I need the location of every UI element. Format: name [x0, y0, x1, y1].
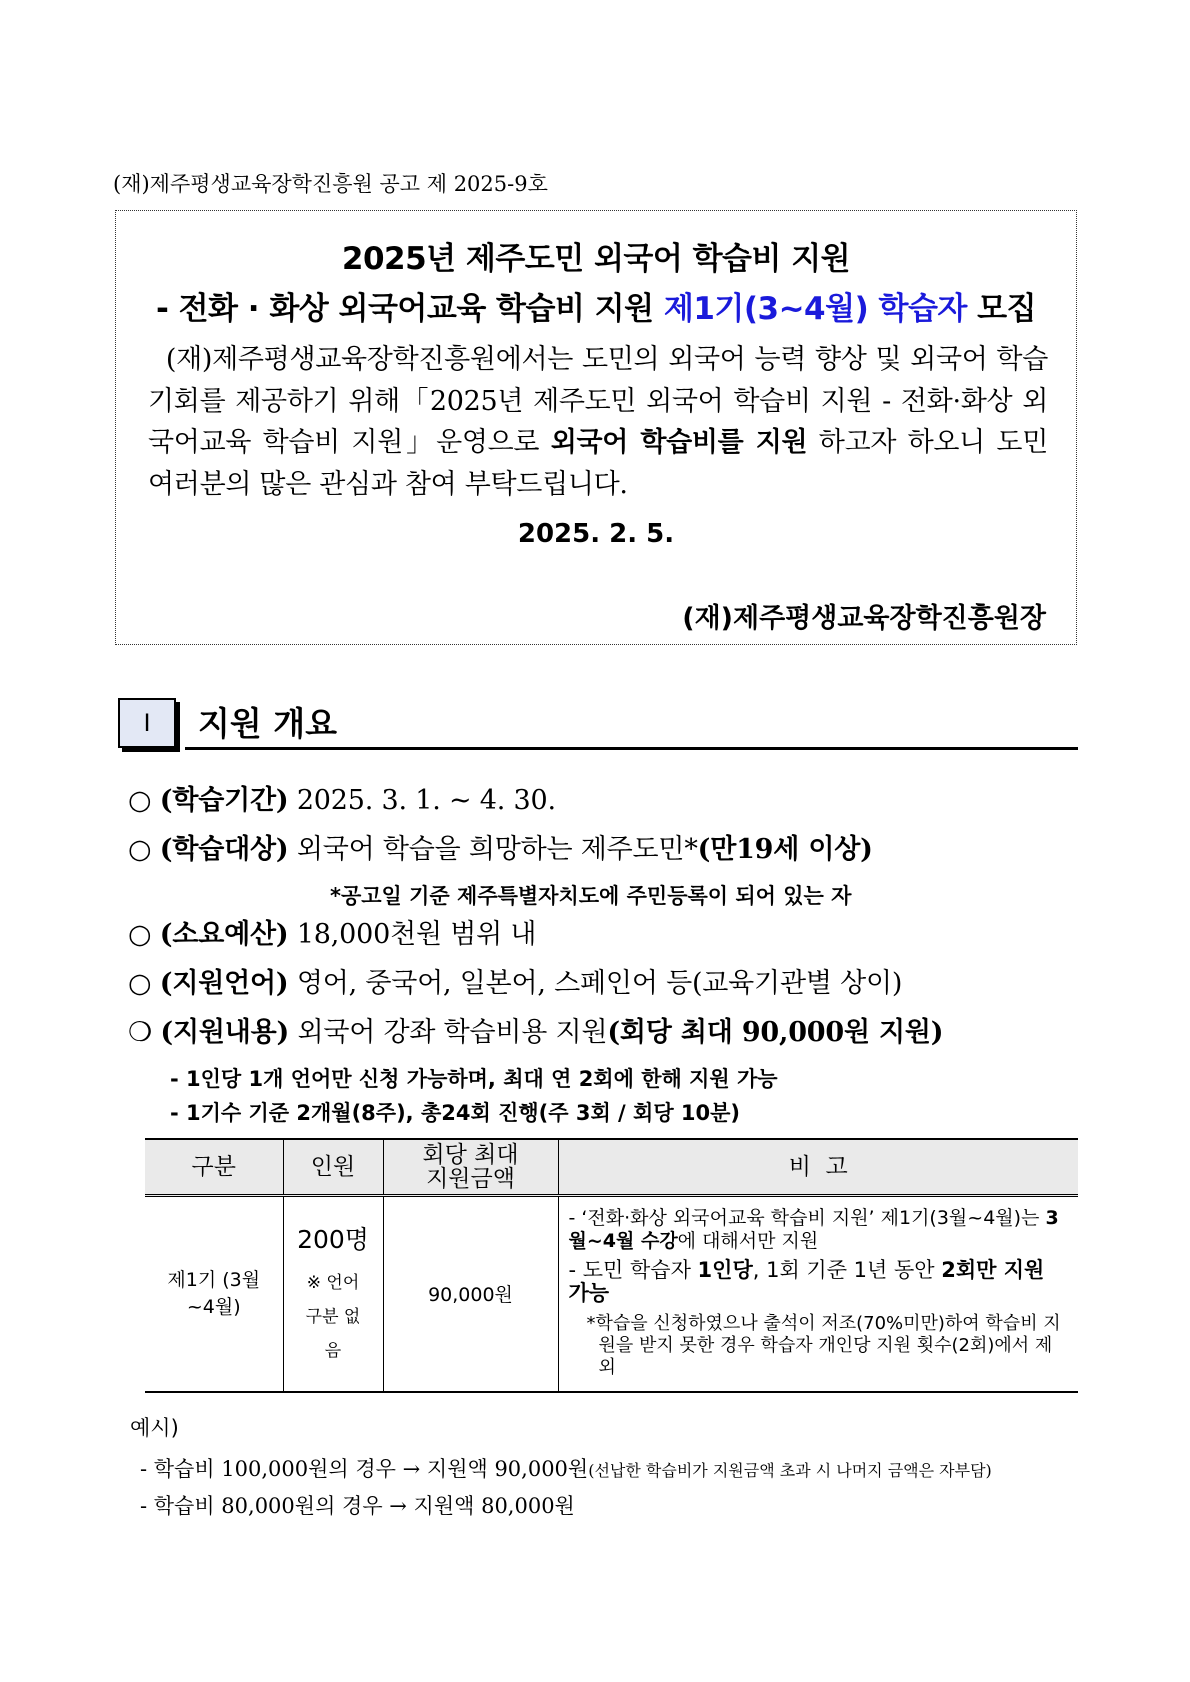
header-count: 인원 [283, 1139, 383, 1196]
remark-1 [569, 1207, 1069, 1253]
title-line-2 [116, 283, 1076, 328]
cell-count [283, 1196, 383, 1392]
remark-1-bold: 3월~4월 수강 [568, 1206, 1059, 1252]
bullet-icon: ○ [128, 785, 152, 816]
remark-2-mid: , 1회 기준 1년 동안 [752, 1257, 942, 1282]
cell-amount: 90,000원 [383, 1196, 558, 1392]
support-table [145, 1138, 1078, 1393]
remark-3: *학습을 신청하였으나 출석이 저조(70%미만)하여 학습비 지원을 받지 못한 경우 학습자 개인당 지원 횟수(2회)에서 제외 [586, 1312, 1061, 1378]
title-line-2-suffix: 모집 [966, 291, 1037, 327]
header-remarks: 비 고 [558, 1139, 1078, 1196]
count-value: 200명 [297, 1224, 369, 1254]
notice-box [115, 210, 1077, 645]
section-underline [185, 747, 1078, 750]
signature: (재)제주평생교육장학진흥원장 [682, 603, 1046, 634]
intro-bold: 외국어 학습비를 지원 [550, 427, 808, 458]
cell-term: 제1기 (3월~4월) [145, 1196, 283, 1392]
header-term: 구분 [145, 1139, 283, 1196]
item-target [128, 827, 873, 866]
notice-date: 2025. 2. 5. [517, 519, 675, 549]
cell-remarks [558, 1196, 1078, 1392]
bullet-icon: ○ [128, 919, 152, 950]
item-label: (지원언어) [159, 968, 289, 999]
remark-2 [569, 1259, 1069, 1305]
content-note: - 1인당 1개 언어만 신청 가능하며, 최대 연 2회에 한해 지원 가능 [170, 1067, 778, 1091]
item-label: (학습기간) [159, 785, 289, 816]
example-1 [140, 1453, 992, 1483]
item-label: (소요예산) [159, 919, 289, 950]
count-note: ※ 언어 구분 없음 [305, 1272, 361, 1361]
notice-number: (재)제주평생교육장학진흥원 공고 제 2025-9호 [113, 172, 548, 196]
item-text: 외국어 학습을 희망하는 제주도민* [288, 834, 698, 865]
item-text: 영어, 중국어, 일본어, 스페인어 등(교육기관별 상이) [288, 968, 903, 999]
item-period [128, 778, 556, 817]
intro-part-1: (재)제주평생교육장학진흥원에서는 도민의 외국어 능력 향상 및 외국어 학습 기회를 제공하기 위해「2025년 제주도민 외국어 학습비 지원 - 전화·화상 외국어교육 학습비 지원」운영으로 [148, 344, 1048, 458]
item-label: (학습대상) [159, 834, 289, 865]
remark-2-pre: - 도민 학습자 [568, 1257, 698, 1282]
remark-1-post: 에 대해서만 지원 [677, 1229, 819, 1252]
bullet-icon: ❍ [128, 1017, 153, 1048]
title-line-2-prefix: - 전화 · 화상 외국어교육 학습비 지원 [155, 291, 664, 327]
item-budget [128, 912, 536, 951]
remark-1-pre: - ‘전화·화상 외국어교육 학습비 지원’ 제1기(3월~4월)는 [568, 1206, 1046, 1229]
item-label: (지원내용) [160, 1017, 290, 1048]
title-line-2-highlight: 제1기(3~4월) 학습자 [663, 291, 967, 327]
example-1-main: - 학습비 100,000원의 경우 → 지원액 90,000원 [140, 1457, 589, 1481]
example-1-note: (선납한 학습비가 지원금액 초과 시 나머지 금액은 자부담) [588, 1461, 992, 1480]
item-language [128, 961, 902, 1000]
section-number-box [118, 698, 176, 748]
remark-2-bold-1: 1인당 [697, 1257, 753, 1282]
header-amount: 회당 최대 지원금액 [383, 1139, 558, 1196]
item-text: 18,000천원 범위 내 [288, 919, 537, 950]
item-content [128, 1010, 943, 1049]
bullet-icon: ○ [128, 834, 152, 865]
item-text: 외국어 강좌 학습비용 지원 [289, 1017, 608, 1048]
content-note: - 1기수 기준 2개월(8주), 총24회 진행(주 3회 / 회당 10분) [170, 1101, 741, 1125]
table-header-row [145, 1139, 1078, 1196]
example-2: - 학습비 80,000원의 경우 → 지원액 80,000원 [140, 1494, 575, 1518]
item-text: 2025. 3. 1. ~ 4. 30. [288, 785, 556, 816]
section-number: Ⅰ [143, 709, 151, 737]
remark-2-bold-2: 2회만 지원 가능 [568, 1257, 1045, 1305]
target-note: *공고일 기준 제주특별자치도에 주민등록이 되어 있는 자 [330, 884, 852, 908]
item-bold-tail: (회당 최대 90,000원 지원) [607, 1017, 944, 1048]
bullet-icon: ○ [128, 968, 152, 999]
section-title: 지원 개요 [198, 704, 338, 743]
intro-part-2: 하고자 하오니 도민 여러분의 많은 관심과 참여 부탁드립니다. [148, 427, 1048, 500]
table-row [145, 1196, 1078, 1392]
example-label: 예시) [130, 1416, 179, 1440]
item-bold-tail: (만19세 이상) [697, 834, 873, 865]
title-line-1: 2025년 제주도민 외국어 학습비 지원 [341, 241, 851, 277]
intro-paragraph [148, 339, 1048, 505]
